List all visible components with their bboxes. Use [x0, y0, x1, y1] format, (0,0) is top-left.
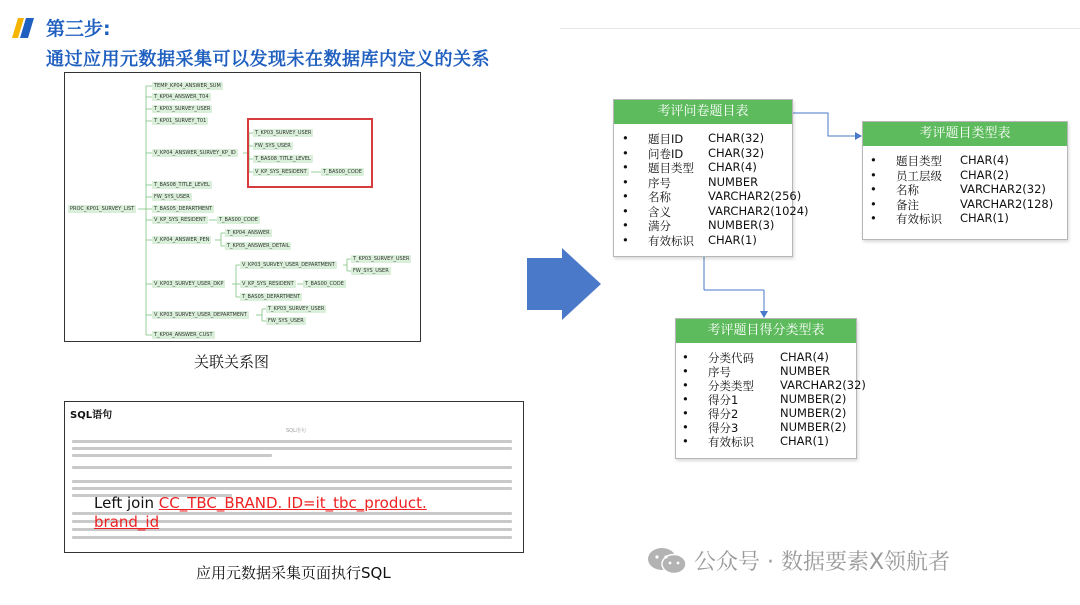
- bullet-icon: •: [870, 182, 877, 196]
- field-name: 问卷ID: [648, 146, 684, 161]
- field-type: CHAR(2): [960, 167, 1009, 182]
- field-type: CHAR(32): [708, 131, 765, 145]
- tree-node: T_BAS00_CODE: [305, 281, 344, 287]
- field-type: VARCHAR2(256): [708, 189, 802, 203]
- bullet-icon: •: [682, 406, 689, 420]
- field-name: 有效标识: [648, 233, 694, 248]
- field-name: 分类代码: [708, 351, 754, 365]
- field-name: 分类类型: [708, 379, 754, 393]
- sql-panel-caption: 应用元数据采集页面执行SQL: [196, 564, 391, 582]
- tree-node: FW_SYS_USER: [353, 268, 389, 274]
- bullet-icon: •: [622, 160, 629, 174]
- bullet-icon: •: [870, 196, 877, 211]
- field-name: 备注: [896, 197, 919, 212]
- field-type: NUMBER(2): [780, 420, 847, 434]
- tree-node: FW_SYS_USER: [268, 318, 304, 324]
- tree-node: V_KP_SYS_RESIDENT: [154, 217, 206, 223]
- field-name: 满分: [648, 219, 671, 233]
- tree-node: T_BAS05_DEPARTMENT: [242, 294, 300, 300]
- table-title: 考评题目类型表: [863, 122, 1067, 146]
- bullet-icon: •: [682, 420, 689, 434]
- sql-panel-subtitle: SQL语句: [286, 428, 306, 434]
- tree-node: FW_SYS_USER: [255, 143, 291, 149]
- bullet-icon: •: [622, 145, 629, 160]
- tree-node: V_KP03_SURVEY_USER_DKP: [154, 281, 224, 287]
- tree-node: T_KP05_ANSWER_DETAIL: [227, 243, 290, 249]
- tree-node: T_BAS08_TITLE_LEVEL: [255, 156, 311, 162]
- field-name: 题目类型: [896, 154, 942, 168]
- sql-join-keyword: Left join: [94, 494, 159, 512]
- bullet-icon: •: [622, 232, 629, 247]
- tree-node: T_KP04_ANSWER_T04: [154, 94, 209, 100]
- wechat-icon: [646, 546, 690, 576]
- table-title: 考评问卷题目表: [614, 100, 792, 124]
- table-title: 考评题目得分类型表: [676, 319, 856, 343]
- connector-arrowhead: [760, 311, 768, 318]
- bullet-icon: •: [622, 131, 629, 145]
- tree-node: T_BAS05_DEPARTMENT: [154, 206, 212, 212]
- bullet-icon: •: [870, 211, 877, 225]
- bullet-icon: •: [682, 434, 689, 448]
- relation-diagram-caption: 关联关系图: [194, 353, 270, 371]
- page-subtitle: 通过应用元数据采集可以发现未在数据库内定义的关系: [46, 49, 490, 70]
- field-name: 得分1: [708, 393, 739, 407]
- tree-node: T_KP01_SURVEY_T01: [154, 118, 207, 124]
- tree-node: V_KP03_SURVEY_USER_DEPARTMENT: [154, 312, 247, 318]
- tree-node: FW_SYS_USER: [154, 194, 190, 200]
- connector-arrowhead: [855, 132, 862, 140]
- field-type: NUMBER(2): [780, 392, 847, 406]
- field-type: NUMBER: [708, 174, 759, 189]
- step-heading: 第三步:: [46, 18, 111, 40]
- tree-node: V_KP04_ANSWER_PEN: [154, 237, 210, 243]
- field-name: 得分2: [708, 407, 739, 421]
- sql-join-condition: CC_TBC_BRAND. ID=it_tbc_product. brand_id: [94, 494, 427, 531]
- bullet-icon: •: [870, 167, 877, 182]
- field-type: NUMBER(2): [780, 406, 847, 420]
- field-type: VARCHAR2(128): [960, 196, 1054, 211]
- tree-node: T_KP03_SURVEY_USER: [154, 106, 211, 112]
- field-name: 员工层级: [896, 168, 942, 183]
- field-type: CHAR(1): [780, 434, 829, 448]
- field-name: 有效标识: [896, 212, 942, 226]
- tree-node: T_KP04_ANSWER: [227, 230, 270, 236]
- field-name: 有效标识: [708, 435, 754, 449]
- field-type: CHAR(32): [708, 145, 765, 160]
- tree-node: T_BAS00_CODE: [219, 217, 258, 223]
- field-type: NUMBER: [780, 364, 831, 378]
- tree-node: V_KP03_SURVEY_USER_DEPARTMENT: [242, 262, 335, 268]
- connector-table1-to-table2: [792, 113, 856, 136]
- field-type: CHAR(1): [708, 232, 757, 247]
- watermark-text: 公众号 · 数据要素X领航者: [694, 550, 951, 575]
- bullet-icon: •: [682, 392, 689, 406]
- field-name: 名称: [896, 183, 919, 197]
- bullet-icon: •: [622, 203, 629, 218]
- bullet-icon: •: [682, 378, 689, 392]
- field-type: CHAR(4): [780, 350, 829, 364]
- bullet-icon: •: [622, 218, 629, 232]
- field-type: CHAR(4): [960, 153, 1009, 167]
- field-type: CHAR(1): [960, 211, 1009, 225]
- field-type: CHAR(4): [708, 160, 757, 174]
- tree-node: V_KP_SYS_RESIDENT: [255, 169, 307, 175]
- field-type: VARCHAR2(32): [960, 182, 1046, 196]
- bullet-icon: •: [870, 153, 877, 167]
- tree-root-node: PROC_KP01_SURVEY_LIST: [70, 206, 135, 212]
- bullet-icon: •: [682, 364, 689, 378]
- tree-node: T_KP04_ANSWER_CUST: [154, 332, 213, 338]
- tree-node: V_KP04_ANSWER_SURVEY_KP_ID: [154, 150, 236, 156]
- bullet-icon: •: [622, 174, 629, 189]
- field-name: 题目ID: [648, 132, 684, 146]
- field-name: 名称: [648, 190, 671, 204]
- field-type: VARCHAR2(32): [780, 378, 866, 392]
- bullet-icon: •: [622, 189, 629, 203]
- tree-node: TEMP_KP04_ANSWER_SUM: [154, 83, 221, 89]
- sql-panel-title: SQL语句: [70, 410, 113, 421]
- table-survey-question: [613, 99, 793, 257]
- field-name: 序号: [708, 365, 731, 379]
- tree-node: T_BAS08_TITLE_LEVEL: [154, 182, 210, 188]
- tree-node: T_KP03_SURVEY_USER: [268, 306, 325, 312]
- tree-node: V_KP_SYS_RESIDENT: [242, 281, 294, 287]
- field-name: 题目类型: [648, 161, 694, 175]
- field-name: 含义: [648, 204, 671, 219]
- tree-node: T_KP03_SURVEY_USER: [255, 130, 312, 136]
- tree-node: T_KP03_SURVEY_USER: [353, 256, 410, 262]
- tree-node: T_BAS00_CODE: [323, 169, 362, 175]
- bullet-icon: •: [682, 350, 689, 364]
- field-type: NUMBER(3): [708, 218, 775, 232]
- field-name: 得分3: [708, 421, 739, 435]
- big-right-arrow-icon: [527, 248, 601, 320]
- field-name: 序号: [648, 175, 671, 190]
- field-type: VARCHAR2(1024): [708, 203, 809, 218]
